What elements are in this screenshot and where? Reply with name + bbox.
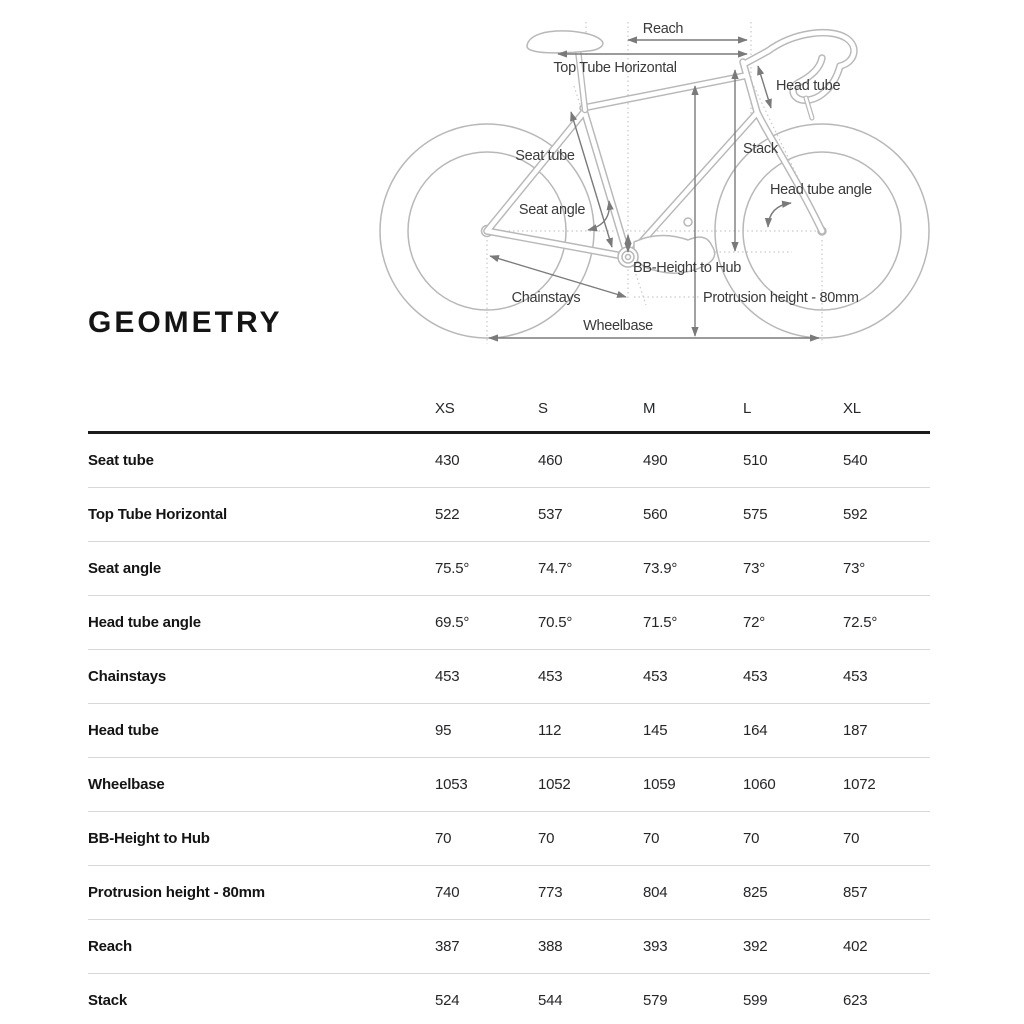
seat-angle-label: Seat angle <box>518 202 586 218</box>
spec-value-cell: 70 <box>843 812 930 866</box>
spec-value-cell: 490 <box>643 433 743 488</box>
spec-value-cell: 560 <box>643 488 743 542</box>
spec-value-cell: 392 <box>743 920 843 974</box>
spec-row-label: Wheelbase <box>88 758 435 812</box>
spec-row-label: Head tube <box>88 704 435 758</box>
spec-value-cell: 575 <box>743 488 843 542</box>
spec-row-label: Head tube angle <box>88 596 435 650</box>
spec-value-cell: 1052 <box>538 758 643 812</box>
top-tube-horizontal-label: Top Tube Horizontal <box>553 60 677 76</box>
spec-value-cell: 857 <box>843 866 930 920</box>
wheelbase-label: Wheelbase <box>583 318 653 334</box>
table-row <box>88 650 930 704</box>
spec-value-cell: 773 <box>538 866 643 920</box>
spec-value-cell: 544 <box>538 992 563 1009</box>
size-header-row <box>88 386 930 433</box>
table-row <box>88 866 930 920</box>
spec-value-cell: 70 <box>538 812 643 866</box>
spec-value-cell: 72° <box>743 596 843 650</box>
table-row <box>88 488 930 542</box>
size-column-header: XS <box>435 386 538 433</box>
spec-value-cell: 388 <box>538 920 643 974</box>
saddle <box>527 31 603 53</box>
spec-value-cell: 72.5° <box>843 596 930 650</box>
spec-value-cell: 430 <box>435 433 538 488</box>
table-row <box>88 920 930 974</box>
table-row <box>88 704 930 758</box>
table-row <box>88 542 930 596</box>
spec-value-cell: 164 <box>743 704 843 758</box>
spec-value-cell: 393 <box>643 920 743 974</box>
spec-row-label: Protrusion height - 80mm <box>88 866 435 920</box>
spec-value-cell: 540 <box>843 433 930 488</box>
spec-value-cell: 453 <box>843 650 930 704</box>
spec-value-cell: 599 <box>743 992 768 1009</box>
spec-value-cell: 460 <box>538 433 643 488</box>
spec-value-cell: 70 <box>743 812 843 866</box>
chainstays-label: Chainstays <box>511 290 581 306</box>
size-column-header: S <box>538 386 643 433</box>
spec-value-cell: 522 <box>435 488 538 542</box>
spec-value-cell: 804 <box>643 866 743 920</box>
spec-value-cell: 187 <box>843 704 930 758</box>
spec-value-cell: 112 <box>538 704 643 758</box>
spec-value-cell: 453 <box>743 650 843 704</box>
spec-value-cell: 740 <box>435 866 538 920</box>
spec-row-label: Top Tube Horizontal <box>88 488 435 542</box>
spec-value-cell: 73° <box>743 542 843 596</box>
table-row <box>88 596 930 650</box>
seat-tube-label: Seat tube <box>515 148 575 164</box>
size-column-header: XL <box>843 386 930 433</box>
spec-value-cell: 1053 <box>435 758 538 812</box>
spec-value-cell: 70 <box>643 812 743 866</box>
spec-value-cell: 453 <box>643 650 743 704</box>
spec-value-cell: 453 <box>538 650 643 704</box>
head-tube-angle-arc <box>768 203 791 227</box>
spec-value-cell: 1072 <box>843 758 930 812</box>
geometry-table <box>88 386 930 1024</box>
spec-value-cell: 145 <box>643 704 743 758</box>
spec-value-cell: 579 <box>643 992 668 1009</box>
spec-value-cell: 74.7° <box>538 542 643 596</box>
spec-value-cell: 524 <box>435 992 460 1009</box>
spec-value-cell: 825 <box>743 866 843 920</box>
page-title: GEOMETRY <box>88 306 283 339</box>
spec-value-cell: 73° <box>843 542 930 596</box>
head-tube-angle-label: Head tube angle <box>770 182 872 198</box>
spec-value-cell: 1060 <box>743 758 843 812</box>
spec-value-cell: 537 <box>538 488 643 542</box>
reach-label: Reach <box>642 21 684 37</box>
table-row <box>88 974 930 1024</box>
spec-value-cell: 75.5° <box>435 542 538 596</box>
table-row <box>88 433 930 488</box>
spec-value-cell: 623 <box>843 992 868 1009</box>
spec-value-cell: 70.5° <box>538 596 643 650</box>
protrusion-height-label: Protrusion height - 80mm <box>703 290 859 306</box>
spec-value-cell: 1059 <box>643 758 743 812</box>
spec-value-cell: 73.9° <box>643 542 743 596</box>
table-row <box>88 758 930 812</box>
spec-value-cell: 71.5° <box>643 596 743 650</box>
spec-value-cell: 95 <box>435 704 538 758</box>
spec-value-cell: 70 <box>435 812 538 866</box>
spec-row-label: Chainstays <box>88 650 435 704</box>
bb-height-to-hub-label: BB-Height to Hub <box>633 260 742 276</box>
stack-label: Stack <box>743 141 778 157</box>
spec-row-label: Seat tube <box>88 433 435 488</box>
size-column-header: L <box>743 386 843 433</box>
head-tube-arrow <box>758 66 771 108</box>
spec-value-cell: 387 <box>435 920 538 974</box>
spec-row-label: Reach <box>88 920 435 974</box>
head-tube-label: Head tube <box>776 78 841 94</box>
spec-value-cell: 402 <box>843 920 930 974</box>
spec-row-label: Seat angle <box>88 542 435 596</box>
spec-value-cell: 592 <box>843 488 930 542</box>
spec-value-cell: 69.5° <box>435 596 538 650</box>
spec-value-cell: 453 <box>435 650 538 704</box>
spec-label-header <box>88 386 435 433</box>
spec-row-label: Stack <box>88 992 128 1009</box>
spec-value-cell: 510 <box>743 433 843 488</box>
table-row <box>88 812 930 866</box>
size-column-header: M <box>643 386 743 433</box>
spec-row-label: BB-Height to Hub <box>88 812 435 866</box>
